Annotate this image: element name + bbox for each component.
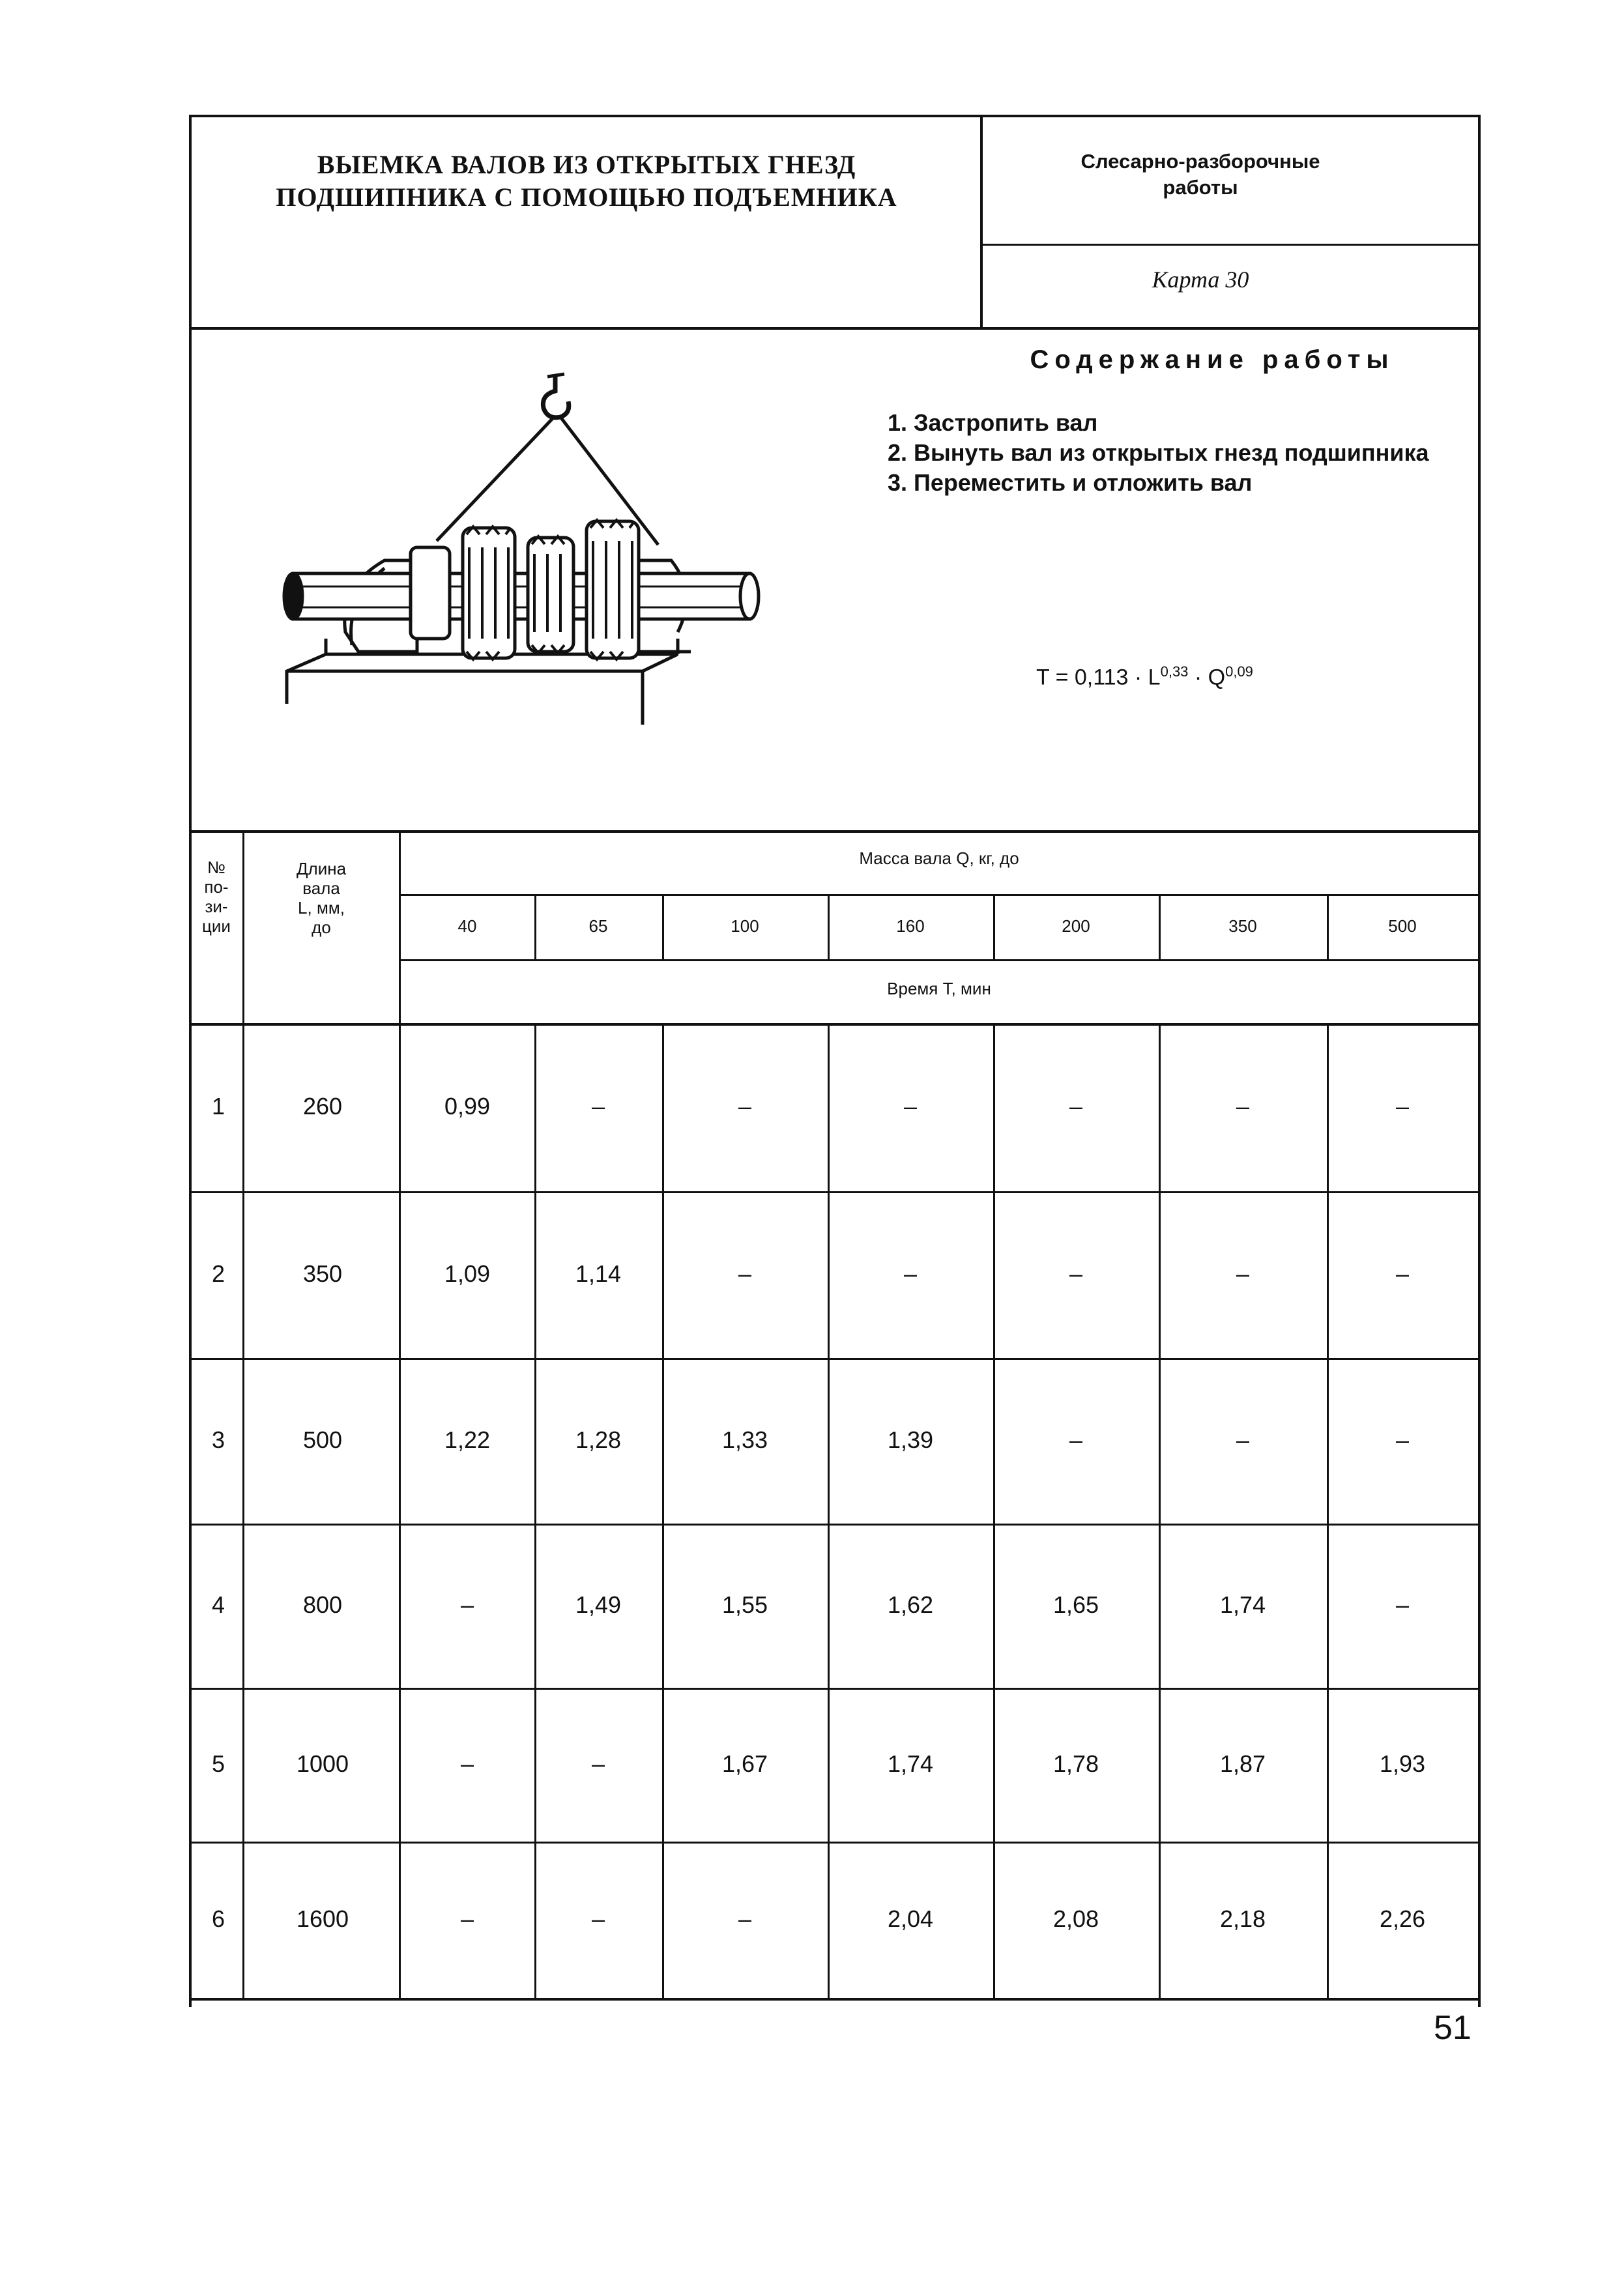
- time-cell: 1,28: [575, 1426, 622, 1453]
- col-divider-position: [242, 833, 244, 1998]
- length-cell: 1600: [296, 1905, 349, 1932]
- mass-header-cell: 100: [731, 916, 759, 936]
- time-cell: –: [1236, 1260, 1250, 1287]
- position-cell: 5: [211, 1750, 225, 1777]
- length-cell: 350: [302, 1260, 343, 1287]
- time-cell: –: [738, 1093, 752, 1120]
- col-header-shaft-length: Длина вала L, мм, до: [296, 859, 347, 937]
- body-col-divider: [662, 1023, 664, 1998]
- mass-header-cell: 200: [1062, 916, 1090, 936]
- page-title-line1: ВЫЕМКА ВАЛОВ ИЗ ОТКРЫТЫХ ГНЕЗД: [317, 150, 856, 179]
- mass-header-cell: 350: [1228, 916, 1257, 936]
- page-title: [196, 149, 978, 214]
- header-bottom: [189, 327, 1481, 330]
- col-divider-length: [399, 833, 401, 1998]
- row-divider: [192, 1524, 1478, 1526]
- length-cell: 1000: [296, 1750, 349, 1777]
- time-cell: –: [460, 1750, 474, 1777]
- time-cell: –: [1395, 1093, 1410, 1120]
- table-top: [189, 830, 1481, 833]
- col-header-position: № по- зи- ции: [202, 858, 231, 936]
- frame-bottom: [189, 1998, 1481, 2001]
- work-steps-list: [873, 408, 1429, 498]
- body-col-divider: [993, 1023, 995, 1998]
- time-cell: –: [903, 1093, 918, 1120]
- row-divider: [192, 1842, 1478, 1844]
- time-row-divider: [400, 959, 1478, 961]
- body-col-divider: [534, 1023, 536, 1998]
- time-cell: –: [1069, 1260, 1083, 1287]
- time-cell: 2,18: [1219, 1905, 1266, 1932]
- time-cell: –: [1069, 1426, 1083, 1453]
- mass-header-cell: 65: [588, 916, 608, 936]
- time-cell: 1,74: [887, 1750, 934, 1777]
- time-formula: T = 0,113 · L$^{0,33}$ · Q$^{0,09}$: [1036, 663, 1253, 690]
- work-category-line2: работы: [1163, 176, 1238, 199]
- time-cell: –: [1069, 1093, 1083, 1120]
- work-category-line1: Слесарно-разборочные: [1080, 150, 1320, 173]
- time-cell: –: [460, 1591, 474, 1618]
- time-cell: 1,87: [1219, 1750, 1266, 1777]
- time-cell: 2,08: [1052, 1905, 1099, 1932]
- frame-right-body: [1478, 330, 1481, 2007]
- time-cell: 1,65: [1052, 1591, 1099, 1618]
- time-cell: –: [1236, 1093, 1250, 1120]
- length-cell: 800: [302, 1591, 343, 1618]
- position-cell: 6: [211, 1905, 225, 1932]
- mass-header-cell: 500: [1388, 916, 1417, 936]
- time-cell: –: [1395, 1591, 1410, 1618]
- time-cell: 1,14: [575, 1260, 622, 1287]
- mass-row-divider: [400, 894, 1478, 896]
- body-col-divider: [1327, 1023, 1329, 1998]
- page-title-line2: ПОДШИПНИКА С ПОМОЩЬЮ ПОДЪЕМНИКА: [276, 182, 897, 212]
- time-cell: –: [738, 1260, 752, 1287]
- mass-header-cell: 160: [896, 916, 925, 936]
- position-cell: 2: [211, 1260, 225, 1287]
- frame-left: [189, 115, 192, 2007]
- work-step: 3. Переместить и отложить вал: [887, 469, 1253, 496]
- row-divider: [192, 1191, 1478, 1193]
- time-cell: –: [591, 1750, 605, 1777]
- time-cell: 0,99: [444, 1093, 491, 1120]
- position-cell: 4: [211, 1591, 225, 1618]
- time-cell: –: [460, 1905, 474, 1932]
- shaft-with-gears-on-sling-illustration: [274, 365, 769, 730]
- card-number: Карта 30: [1152, 267, 1249, 293]
- header-divider-vertical: [980, 115, 983, 330]
- content-heading: Содержание работы: [1030, 345, 1395, 374]
- header-bottom-divider: [192, 1023, 1478, 1026]
- time-cell: 2,26: [1379, 1905, 1426, 1932]
- length-cell: 500: [302, 1426, 343, 1453]
- body-col-divider: [828, 1023, 830, 1998]
- time-cell: 1,78: [1052, 1750, 1099, 1777]
- time-cell: 1,33: [721, 1426, 768, 1453]
- col-header-time: Время T, мин: [887, 979, 991, 998]
- time-cell: –: [591, 1093, 605, 1120]
- time-cell: –: [1395, 1426, 1410, 1453]
- page-number: 51: [1434, 2009, 1472, 2047]
- time-cell: 1,39: [887, 1426, 934, 1453]
- time-cell: 1,09: [444, 1260, 491, 1287]
- time-cell: 1,93: [1379, 1750, 1426, 1777]
- row-divider: [192, 1358, 1478, 1360]
- time-cell: 1,55: [721, 1591, 768, 1618]
- header-divider-card: [980, 244, 1481, 246]
- col-header-mass: Масса вала Q, кг, до: [859, 848, 1019, 868]
- row-divider: [192, 1688, 1478, 1690]
- time-cell: 1,62: [887, 1591, 934, 1618]
- frame-top: [189, 115, 1481, 117]
- length-cell: 260: [302, 1093, 343, 1120]
- time-cell: 1,22: [444, 1426, 491, 1453]
- time-cell: –: [1236, 1426, 1250, 1453]
- time-cell: 2,04: [887, 1905, 934, 1932]
- time-cell: 1,67: [721, 1750, 768, 1777]
- work-category: [985, 149, 1415, 201]
- position-cell: 1: [211, 1093, 225, 1120]
- time-cell: –: [903, 1260, 918, 1287]
- time-cell: –: [591, 1905, 605, 1932]
- frame-right-header: [1478, 115, 1481, 330]
- time-cell: –: [1395, 1260, 1410, 1287]
- body-col-divider: [1159, 1023, 1161, 1998]
- time-cell: –: [738, 1905, 752, 1932]
- time-cell: 1,74: [1219, 1591, 1266, 1618]
- work-step: 2. Вынуть вал из открытых гнезд подшипника: [887, 439, 1429, 466]
- mass-header-cell: 40: [457, 916, 477, 936]
- time-cell: 1,49: [575, 1591, 622, 1618]
- work-step: 1. Застропить вал: [887, 409, 1098, 436]
- position-cell: 3: [211, 1426, 225, 1453]
